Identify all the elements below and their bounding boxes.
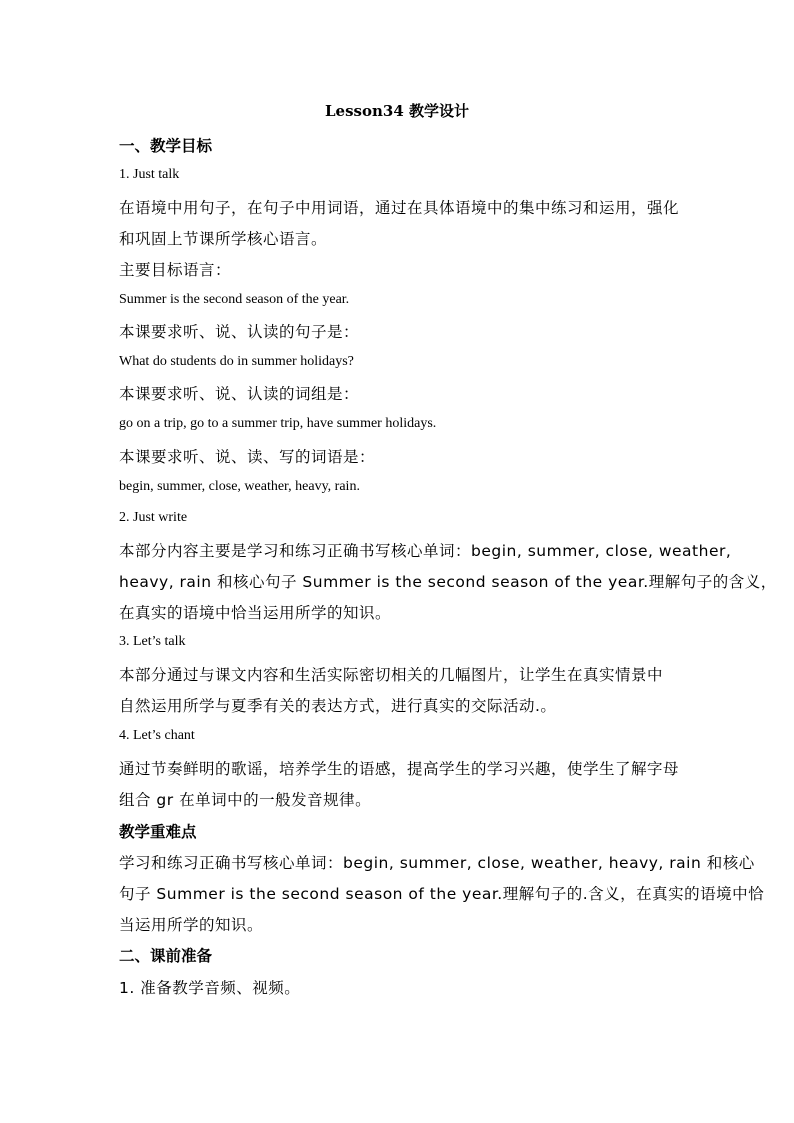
list-item: 1. 准备教学音频、视频。	[119, 979, 301, 997]
paragraph-line: 在语境中用句子，在句子中用词语，通过在具体语境中的集中练习和运用，强化	[119, 199, 680, 217]
document-title: Lesson34 教学设计	[325, 102, 469, 120]
paragraph-line: 本部分内容主要是学习和练习正确书写核心单词：begin, summer, close, weather,	[119, 542, 732, 560]
paragraph-line: 本课要求听、说、认读的句子是：	[119, 323, 360, 341]
paragraph-line: 句子 Summer is the second season of the year.理解句子的.含义，在真实的语境中恰	[119, 885, 765, 903]
subheading-just-write: 2. Just write	[119, 510, 188, 525]
paragraph-line: 在真实的语境中恰当运用所学的知识。	[119, 604, 392, 622]
english-sentence: What do students do in summer holidays?	[119, 354, 354, 369]
subheading-just-talk: 1. Just talk	[119, 167, 180, 182]
paragraph-line: 组合 gr 在单词中的一般发音规律。	[119, 791, 372, 809]
paragraph-line: 自然运用所学与夏季有关的表达方式，进行真实的交际活动.。	[119, 697, 557, 715]
section-heading-key-points: 教学重难点	[119, 823, 197, 841]
paragraph-line: 本课要求听、说、读、写的词语是：	[119, 448, 376, 466]
subheading-lets-chant: 4. Let’s chant	[119, 728, 195, 743]
english-words: begin, summer, close, weather, heavy, rain.	[119, 479, 360, 494]
paragraph-line: 本部分通过与课文内容和生活实际密切相关的几幅图片，让学生在真实情景中	[119, 666, 664, 684]
section-heading-objectives: 一、教学目标	[119, 137, 213, 155]
paragraph-line: 主要目标语言：	[119, 261, 232, 279]
paragraph-line: 和巩固上节课所学核心语言。	[119, 230, 328, 248]
english-sentence: Summer is the second season of the year.	[119, 292, 350, 307]
paragraph-line: 通过节奏鲜明的歌谣，培养学生的语感，提高学生的学习兴趣，使学生了解字母	[119, 760, 680, 778]
paragraph-line: 学习和练习正确书写核心单词：begin, summer, close, weather, heavy, rain 和核心	[119, 854, 755, 872]
subheading-lets-talk: 3. Let’s talk	[119, 634, 186, 649]
english-phrases: go on a trip, go to a summer trip, have summer holidays.	[119, 416, 437, 431]
paragraph-line: 当运用所学的知识。	[119, 916, 264, 934]
paragraph-line: heavy, rain 和核心句子 Summer is the second season of the year.理解句子的含义，	[119, 573, 777, 591]
paragraph-line: 本课要求听、说、认读的词组是：	[119, 385, 360, 403]
section-heading-preparation: 二、课前准备	[119, 947, 213, 965]
